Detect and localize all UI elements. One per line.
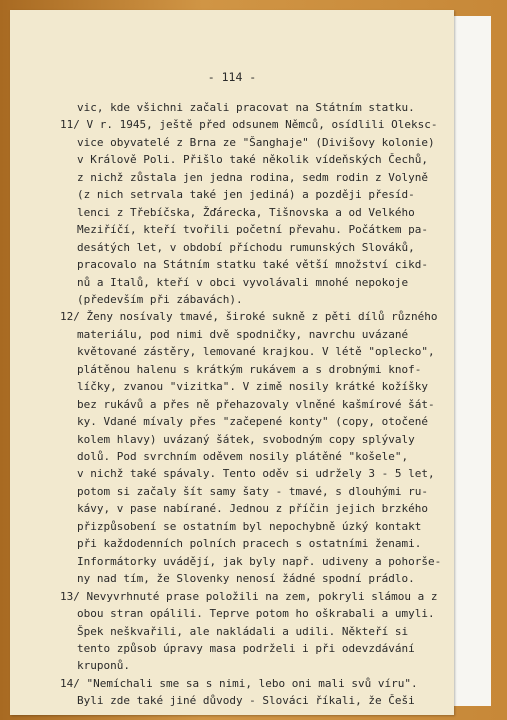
text-line: kávy, v pase nabírané. Jednou z příčin jejich brzkého <box>77 502 428 516</box>
text-line: z nichž zůstala jen jedna rodina, sedm rodin z Volyně <box>77 170 428 184</box>
text-line: tento způsob úpravy masa podrželi i při odevzdávání <box>77 641 415 655</box>
text-line: potom si začaly šít samy šaty - tmavé, s dlouhými ru- <box>77 484 428 498</box>
text-line: lenci z Třebíčska, Žďárecka, Tišnovska a od Velkého <box>77 205 415 219</box>
text-line: v Králově Poli. Přišlo také několik vídeňských Čechů, <box>77 153 428 167</box>
text-line: vice obyvatelé z Brna ze "Šanghaje" (Divišovy kolonie) <box>77 135 435 149</box>
text-line: 13/ Nevyvrhnuté prase položili na zem, pokryli slámou a z <box>60 589 438 603</box>
page-number: - 114 - <box>207 70 257 84</box>
text-line: Špek neškvařili, ale nakládali a udili. Někteří si <box>77 624 409 638</box>
under-sheet <box>448 16 491 706</box>
text-line: dolů. Pod svrchním oděvem nosily plátěné "košele", <box>77 450 409 463</box>
text-line: 14/ "Nemíchali sme sa s nimi, lebo oni mali svů víru". <box>60 676 418 690</box>
text-line: Informátorky uvádějí, jak byly např. udiveny a pohorše- <box>77 554 442 568</box>
text-line: bez rukávů a přes ně přehazovaly vlněné kašmírové šát- <box>77 397 435 411</box>
text-line: vic, kde všichni začali pracovat na Státním statku. <box>77 101 415 114</box>
text-line: pracovalo na Státním statku také větší množství cikd- <box>77 258 428 272</box>
text-line: materiálu, pod nimi dvě spodničky, navrchu uvázané <box>77 327 409 341</box>
text-line: plátěnou halenu s krátkým rukávem a s drobnými knof- <box>77 362 422 376</box>
text-line: kruponů. <box>77 659 130 673</box>
text-line: (především při zábavách). <box>77 292 243 306</box>
text-line: nů a Italů, kteří v obci vyvolávali mnohé nepokoje <box>77 275 409 289</box>
text-line: ny nad tím, že Slovenky nenosí žádné spodní prádlo. <box>77 572 415 586</box>
document-page <box>10 10 454 715</box>
text-line: desátých let, v období příchodu rumunských Slováků, <box>77 240 415 254</box>
text-line: květované zástěry, lemované krajkou. V létě "oplecko", <box>77 345 435 359</box>
text-line: obou stran opálili. Teprve potom ho oškrabali a umyli. <box>77 607 435 621</box>
text-line: 12/ Ženy nosívaly tmavé, široké sukně z pěti dílů různého <box>60 310 438 324</box>
text-line: kolem hlavy) uvázaný šátek, svobodným copy splývaly <box>77 432 415 446</box>
text-line: líčky, zvanou "vizitka". V zimě nosily krátké kožíšky <box>77 380 428 394</box>
text-body <box>10 10 454 715</box>
text-line: přizpůsobení se ostatním byl nepochybně úzký kontakt <box>77 519 422 533</box>
text-line: ky. Vdané mívaly přes "začepené konty" (copy, otočené <box>77 415 428 429</box>
text-line: v nichž také spávaly. Tento oděv si udržely 3 - 5 let, <box>77 467 435 481</box>
text-line: (z nich setrvala také jen jediná) a později přesíd- <box>77 188 415 202</box>
text-line: při každodenních polních pracech s ostatními ženami. <box>77 537 422 551</box>
text-line: Meziříčí, kteří tvořili početní převahu. Počátkem pa- <box>77 223 428 237</box>
text-line: Byli zde také jiné důvody - Slováci říkali, že Češi <box>77 694 415 708</box>
text-line: 11/ V r. 1945, ještě před odsunem Němců, osídlili Oleksc- <box>60 118 438 132</box>
